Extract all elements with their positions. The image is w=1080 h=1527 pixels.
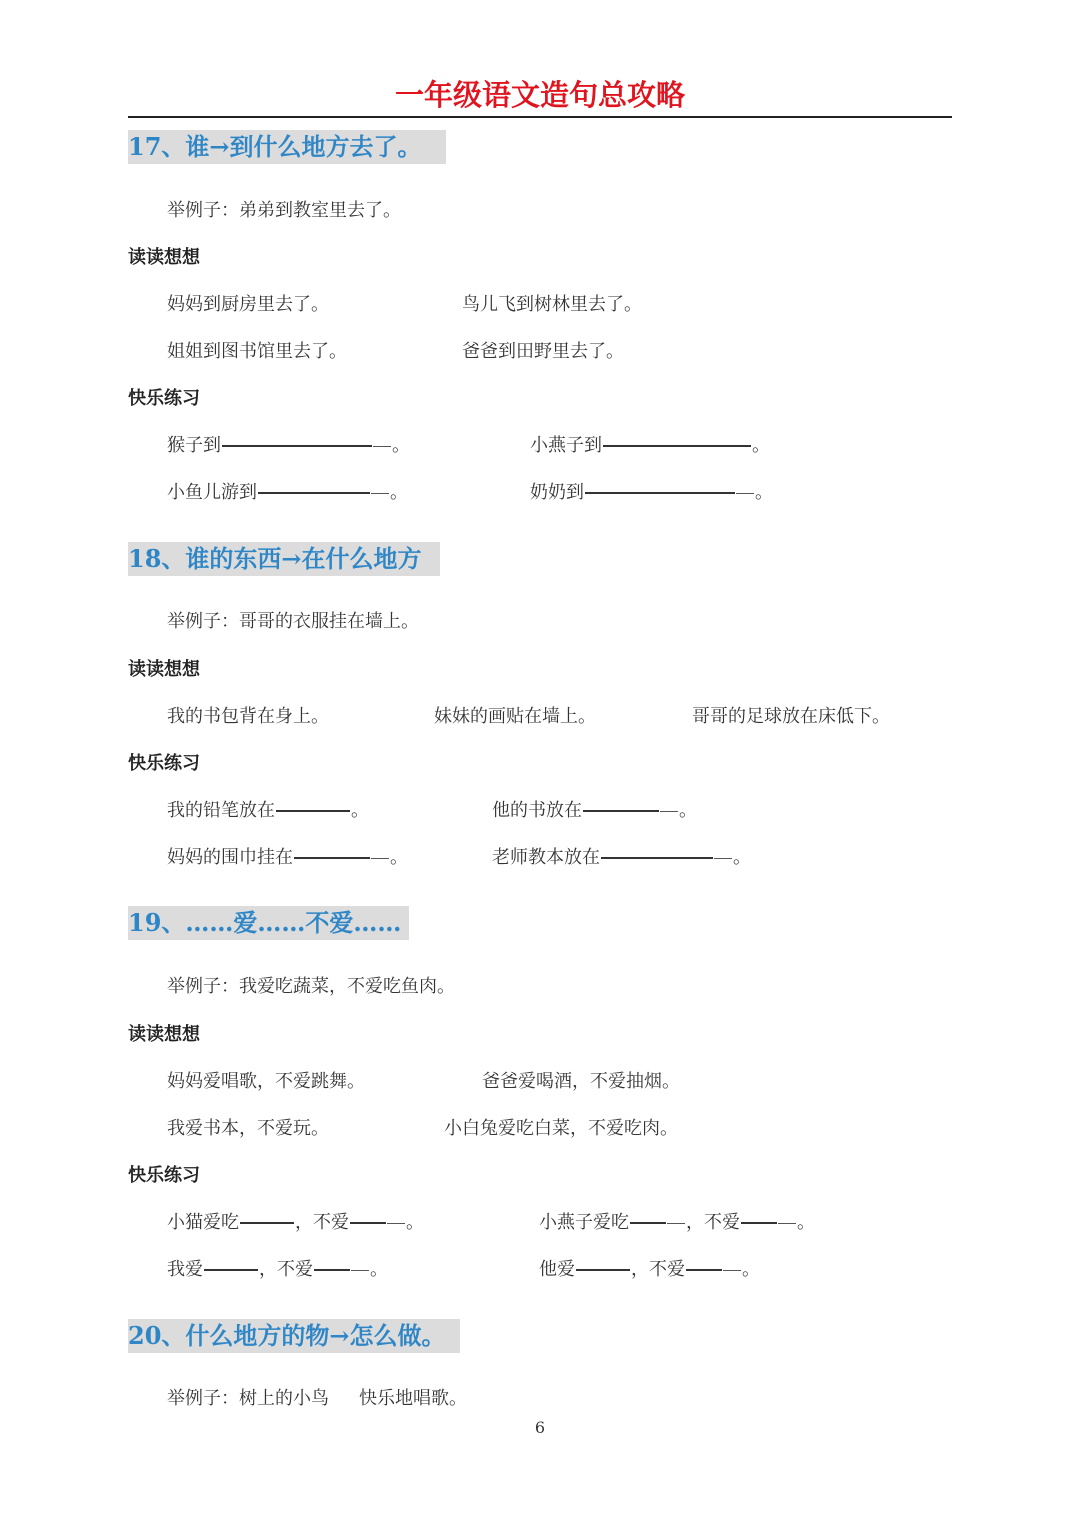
section-19-practice-2 bbox=[539, 1211, 815, 1235]
section-18-practice-2 bbox=[492, 799, 697, 823]
practice-prompt: 猴子到 bbox=[167, 435, 221, 456]
practice-prompt: 他爱 bbox=[539, 1259, 575, 1280]
example-part-b: 快乐地唱歌。 bbox=[359, 1388, 467, 1409]
section-18-example: 举例子：哥哥的衣服挂在墙上。 bbox=[167, 611, 419, 632]
practice-prompt: 小鱼儿游到 bbox=[167, 482, 257, 503]
period: 。 bbox=[351, 800, 369, 821]
blank-tail bbox=[723, 1270, 741, 1271]
period: 。 bbox=[733, 847, 751, 868]
blank-tail bbox=[371, 493, 389, 494]
blank-tail bbox=[778, 1223, 796, 1224]
section-18-practice-1 bbox=[167, 799, 369, 823]
section-17-read-2: 鸟儿飞到树林里去了。 bbox=[462, 294, 642, 315]
period: 。 bbox=[752, 435, 770, 456]
section-19-practice-1 bbox=[167, 1211, 424, 1235]
page-number: 6 bbox=[534, 1418, 546, 1437]
practice-prompt: 妈妈的围巾挂在 bbox=[167, 847, 293, 868]
fill-blank[interactable] bbox=[350, 1222, 386, 1225]
section-17-read-4: 爸爸到田野里去了。 bbox=[462, 341, 624, 362]
fill-blank[interactable] bbox=[222, 445, 372, 448]
fill-blank[interactable] bbox=[204, 1269, 258, 1272]
section-18-read-1: 我的书包背在身上。 bbox=[167, 706, 329, 727]
section-18-read-label: 读读想想 bbox=[128, 659, 200, 680]
section-18-heading: 18、谁的东西→在什么地方 bbox=[128, 542, 440, 576]
example-part-a: 举例子：树上的小鸟 bbox=[167, 1388, 329, 1409]
practice-prompt: 他的书放在 bbox=[492, 800, 582, 821]
section-19-practice-3 bbox=[167, 1258, 388, 1282]
fill-blank[interactable] bbox=[741, 1222, 777, 1225]
period: 。 bbox=[742, 1259, 760, 1280]
practice-prompt: 奶奶到 bbox=[530, 482, 584, 503]
period: 。 bbox=[370, 1259, 388, 1280]
period: 。 bbox=[679, 800, 697, 821]
section-19-practice-4 bbox=[539, 1258, 760, 1282]
fill-blank[interactable] bbox=[585, 492, 735, 495]
section-17-practice-4 bbox=[530, 481, 773, 505]
section-17-read-1: 妈妈到厨房里去了。 bbox=[167, 294, 329, 315]
practice-prompt: 小燕子到 bbox=[530, 435, 602, 456]
not-love-text: ，不爱 bbox=[631, 1259, 685, 1280]
period: 。 bbox=[755, 482, 773, 503]
period: 。 bbox=[797, 1212, 815, 1233]
section-17-heading: 17、谁→到什么地方去了。 bbox=[128, 130, 446, 164]
blank-tail bbox=[736, 493, 754, 494]
section-17-read-3: 姐姐到图书馆里去了。 bbox=[167, 341, 347, 362]
section-18-practice-label: 快乐练习 bbox=[128, 753, 200, 774]
section-19-read-1: 妈妈爱唱歌，不爱跳舞。 bbox=[167, 1071, 365, 1092]
section-20-heading: 20、什么地方的物→怎么做。 bbox=[128, 1319, 460, 1353]
section-19-read-4: 小白兔爱吃白菜，不爱吃肉。 bbox=[444, 1118, 678, 1139]
blank-tail bbox=[371, 858, 389, 859]
section-17-practice-label: 快乐练习 bbox=[128, 388, 200, 409]
period: 。 bbox=[406, 1212, 424, 1233]
blank-tail bbox=[714, 858, 732, 859]
section-19-read-2: 爸爸爱喝酒，不爱抽烟。 bbox=[482, 1071, 680, 1092]
fill-blank[interactable] bbox=[630, 1222, 666, 1225]
period: 。 bbox=[392, 435, 410, 456]
not-love-text: ，不爱 bbox=[259, 1259, 313, 1280]
section-18-read-3: 哥哥的足球放在床低下。 bbox=[692, 706, 890, 727]
section-17-practice-1 bbox=[167, 434, 410, 458]
fill-blank[interactable] bbox=[258, 492, 370, 495]
fill-blank[interactable] bbox=[601, 857, 713, 860]
section-19-example: 举例子：我爱吃蔬菜，不爱吃鱼肉。 bbox=[167, 976, 455, 997]
not-love-text: ，不爱 bbox=[686, 1212, 740, 1233]
practice-prompt: 我爱 bbox=[167, 1259, 203, 1280]
blank-tail bbox=[387, 1223, 405, 1224]
not-love-text: ，不爱 bbox=[295, 1212, 349, 1233]
section-19-read-3: 我爱书本，不爱玩。 bbox=[167, 1118, 329, 1139]
fill-blank[interactable] bbox=[686, 1269, 722, 1272]
practice-prompt: 小猫爱吃 bbox=[167, 1212, 239, 1233]
blank-tail bbox=[667, 1223, 685, 1224]
title-divider bbox=[128, 116, 952, 118]
period: 。 bbox=[390, 482, 408, 503]
section-18-practice-4 bbox=[492, 846, 751, 870]
fill-blank[interactable] bbox=[314, 1269, 350, 1272]
practice-prompt: 小燕子爱吃 bbox=[539, 1212, 629, 1233]
fill-blank[interactable] bbox=[603, 445, 751, 448]
section-17-read-label: 读读想想 bbox=[128, 247, 200, 268]
blank-tail bbox=[660, 811, 678, 812]
period: 。 bbox=[390, 847, 408, 868]
section-20-example bbox=[167, 1387, 467, 1411]
section-18-practice-3 bbox=[167, 846, 408, 870]
fill-blank[interactable] bbox=[294, 857, 370, 860]
section-19-read-label: 读读想想 bbox=[128, 1024, 200, 1045]
section-19-heading: 19、……爱……不爱…… bbox=[128, 906, 409, 940]
blank-tail bbox=[373, 446, 391, 447]
fill-blank[interactable] bbox=[583, 810, 659, 813]
section-18-read-2: 妹妹的画贴在墙上。 bbox=[434, 706, 596, 727]
practice-prompt: 我的铅笔放在 bbox=[167, 800, 275, 821]
practice-prompt: 老师教本放在 bbox=[492, 847, 600, 868]
section-17-practice-3 bbox=[167, 481, 408, 505]
fill-blank[interactable] bbox=[576, 1269, 630, 1272]
section-17-example: 举例子：弟弟到教室里去了。 bbox=[167, 200, 401, 221]
fill-blank[interactable] bbox=[240, 1222, 294, 1225]
blank-tail bbox=[351, 1270, 369, 1271]
fill-blank[interactable] bbox=[276, 810, 350, 813]
section-19-practice-label: 快乐练习 bbox=[128, 1165, 200, 1186]
section-17-practice-2 bbox=[530, 434, 770, 458]
document-title: 一年级语文造句总攻略 bbox=[394, 78, 685, 112]
